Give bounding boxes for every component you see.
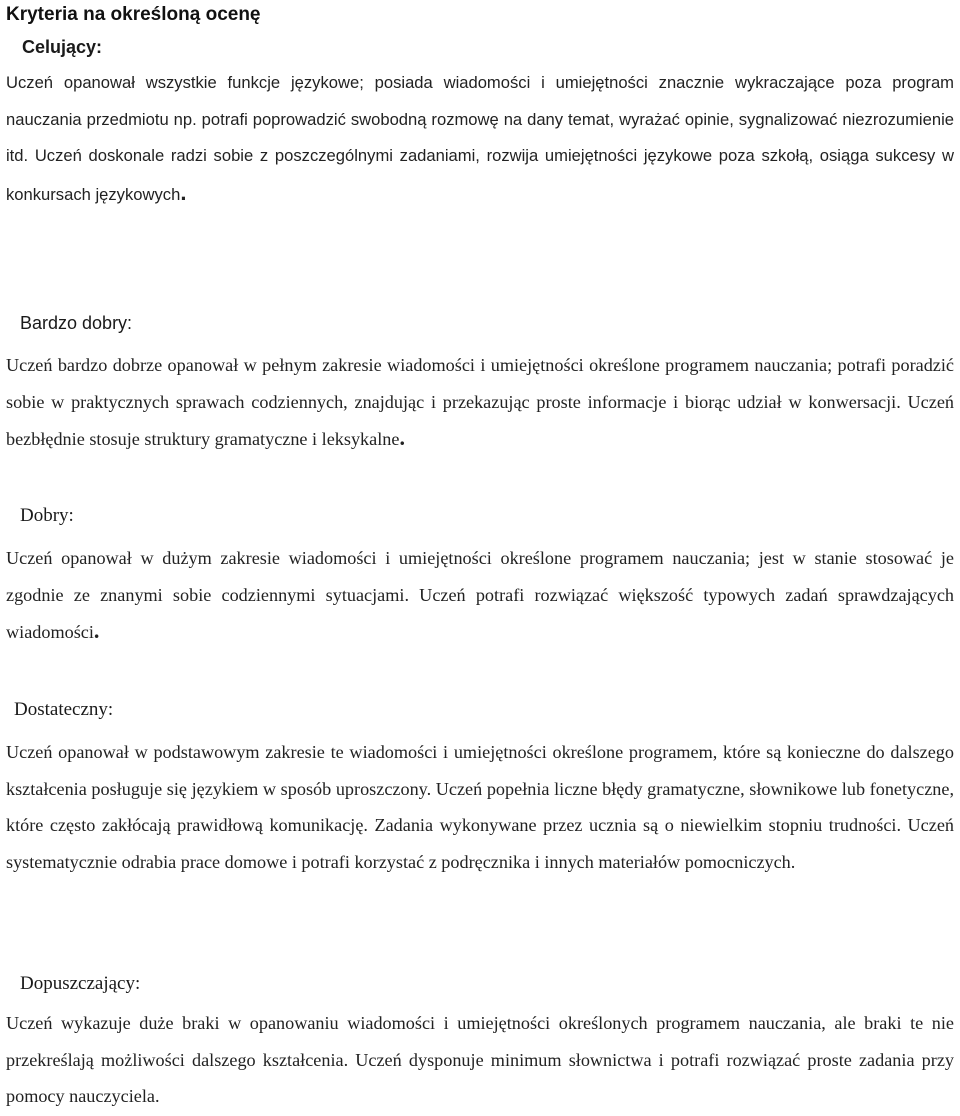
section-dobry bbox=[6, 503, 954, 651]
section-body-dobry: Uczeń opanował w dużym zakresie wiadomości i umiejętności określone programem nauczania; jest w stanie stosować je zgodnie ze znanymi sobie codziennymi sytuacjami. Uczeń potrafi rozwiązać większość typowych zadań sprawdzających wiadomości bbox=[6, 548, 954, 642]
section-bardzo-dobry bbox=[6, 310, 954, 458]
section-heading-dobry: Dobry: bbox=[20, 505, 74, 526]
section-heading-celujacy: Celujący: bbox=[22, 37, 103, 57]
section-heading-dopuszczajacy: Dopuszczający: bbox=[20, 973, 141, 994]
section-text-bardzo-dobry bbox=[6, 347, 954, 458]
section-text-dostateczny: Uczeń opanował w podstawowym zakresie te wiadomości i umiejętności określone programem, które są konieczne do dalszego kształcenia posługuje się językiem w sposób uproszczony. Uczeń popełnia liczne błędy gramatyczne, słownikowe lub fonetyczne, które często zakłócają prawidłową komunikację. Zadania wykonywane przez ucznia są o niewielkim stopniu trudności. Uczeń systematycznie odrabia prace domowe i potrafi korzystać z podręcznika i innych materiałów pomocniczych. bbox=[6, 742, 954, 872]
section-text-dobry bbox=[6, 540, 954, 651]
section-body-celujacy: Uczeń opanował wszystkie funkcje językowe; posiada wiadomości i umiejętności znacznie wykraczające poza program nauczania przedmiotu np. potrafi poprowadzić swobodną rozmowę na dany temat, wyrażać opinie, sygnalizować niezrozumienie itd. Uczeń doskonale radzi sobie z poszczególnymi zadaniami, rozwija umiejętności językowe poza szkołą, osiąga sukcesy w konkursach językowych bbox=[6, 73, 954, 204]
page-title: Kryteria na określoną ocenę bbox=[6, 4, 261, 25]
section-text-celujacy bbox=[6, 65, 954, 213]
section-celujacy bbox=[6, 34, 954, 213]
section-body-bardzo-dobry: Uczeń bardzo dobrze opanował w pełnym zakresie wiadomości i umiejętności określone programem nauczania; potrafi poradzić sobie w praktycznych sprawach codziennych, znajdując i przekazując proste informacje i biorąc udział w konwersacji. Uczeń bezbłędnie stosuje struktury gramatyczne i leksykalne bbox=[6, 355, 954, 449]
section-dostateczny bbox=[6, 697, 954, 880]
section-heading-dostateczny: Dostateczny: bbox=[14, 699, 114, 720]
section-end-period: . bbox=[93, 618, 100, 643]
section-heading-bardzo-dobry: Bardzo dobry: bbox=[20, 313, 133, 333]
section-end-period: . bbox=[399, 425, 405, 450]
section-end-period: . bbox=[180, 179, 187, 205]
section-dopuszczajacy bbox=[6, 971, 954, 1115]
section-text-dopuszczajacy: Uczeń wykazuje duże braki w opanowaniu wiadomości i umiejętności określonych programem nauczania, ale braki te nie przekreślają możliwości dalszego kształcenia. Uczeń dysponuje minimum słownictwa i potrafi rozwiązać proste zadania przy pomocy nauczyciela. bbox=[6, 1013, 954, 1106]
